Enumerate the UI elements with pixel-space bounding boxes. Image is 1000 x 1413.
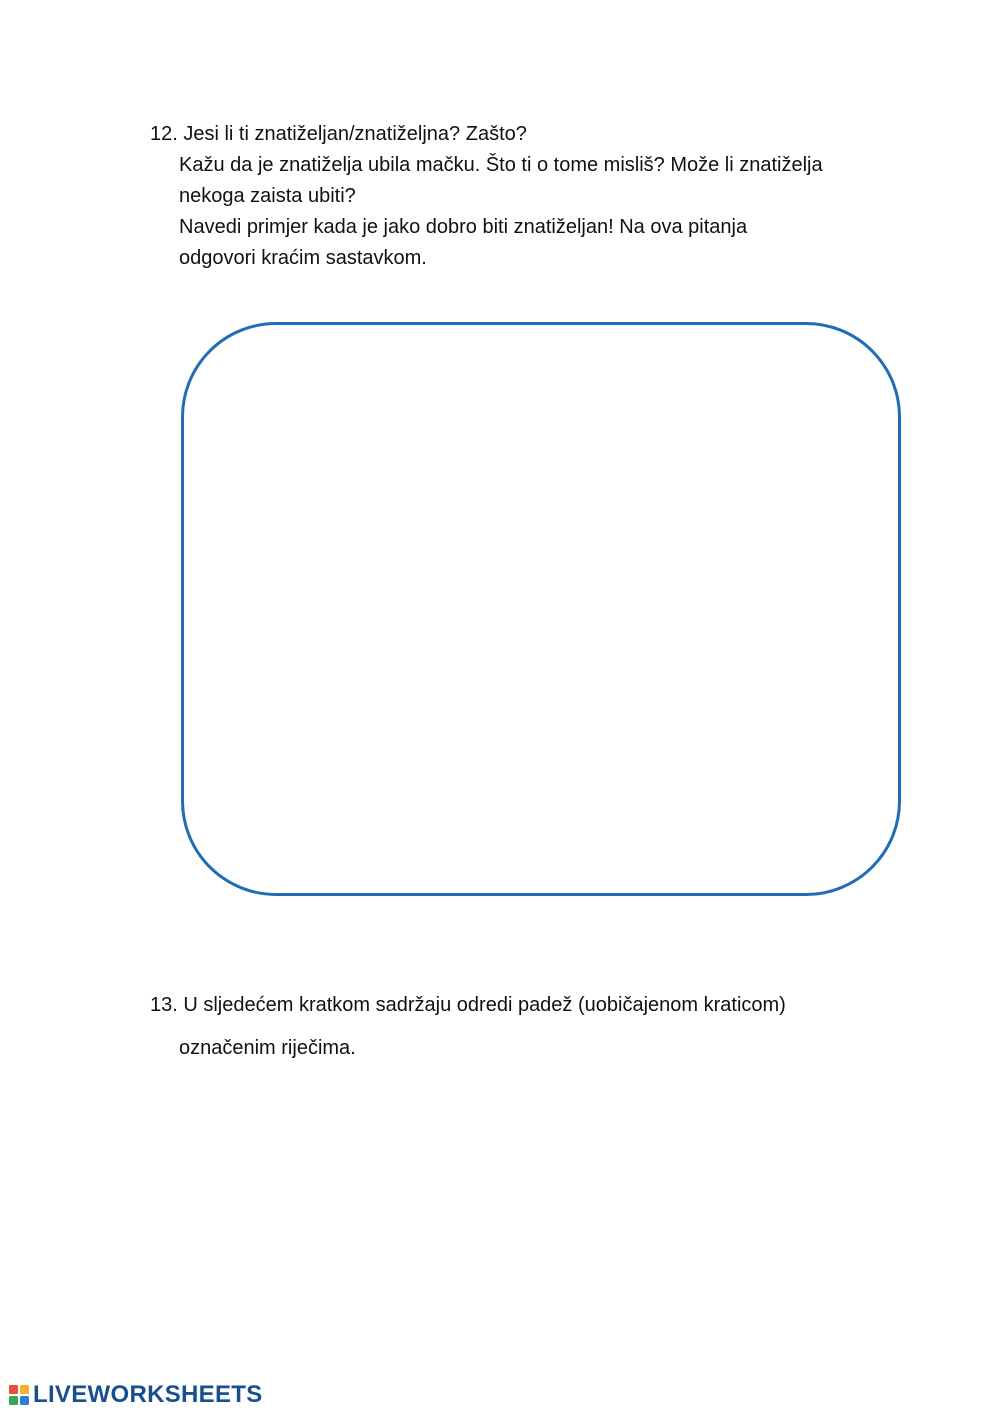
answer-box[interactable] <box>181 322 901 896</box>
question-13-text-line: označenim riječima. <box>179 1037 356 1059</box>
question-12-title: 12. Jesi li ti znatiželjan/znatiželjna? Zašto? <box>150 123 527 145</box>
question-12-text-line: Kažu da je znatiželja ubila mačku. Što ti o tome misliš? Može li znatiželja <box>179 154 823 176</box>
question-12-text-line: odgovori kraćim sastavkom. <box>179 247 427 269</box>
question-12-text-line: Navedi primjer kada je jako dobro biti znatiželjan! Na ova pitanja <box>179 216 748 238</box>
brand-name: LIVEWORKSHEETS <box>33 1381 263 1408</box>
liveworksheets-logo-icon <box>8 1384 30 1406</box>
question-13 <box>150 990 910 1064</box>
question-13-title: 13. U sljedećem kratkom sadržaju odredi padež (uobičajenom kraticom) <box>150 994 786 1016</box>
footer-brand <box>8 1382 263 1408</box>
question-12 <box>150 119 910 274</box>
question-12-text-line: nekoga zaista ubiti? <box>179 185 356 207</box>
